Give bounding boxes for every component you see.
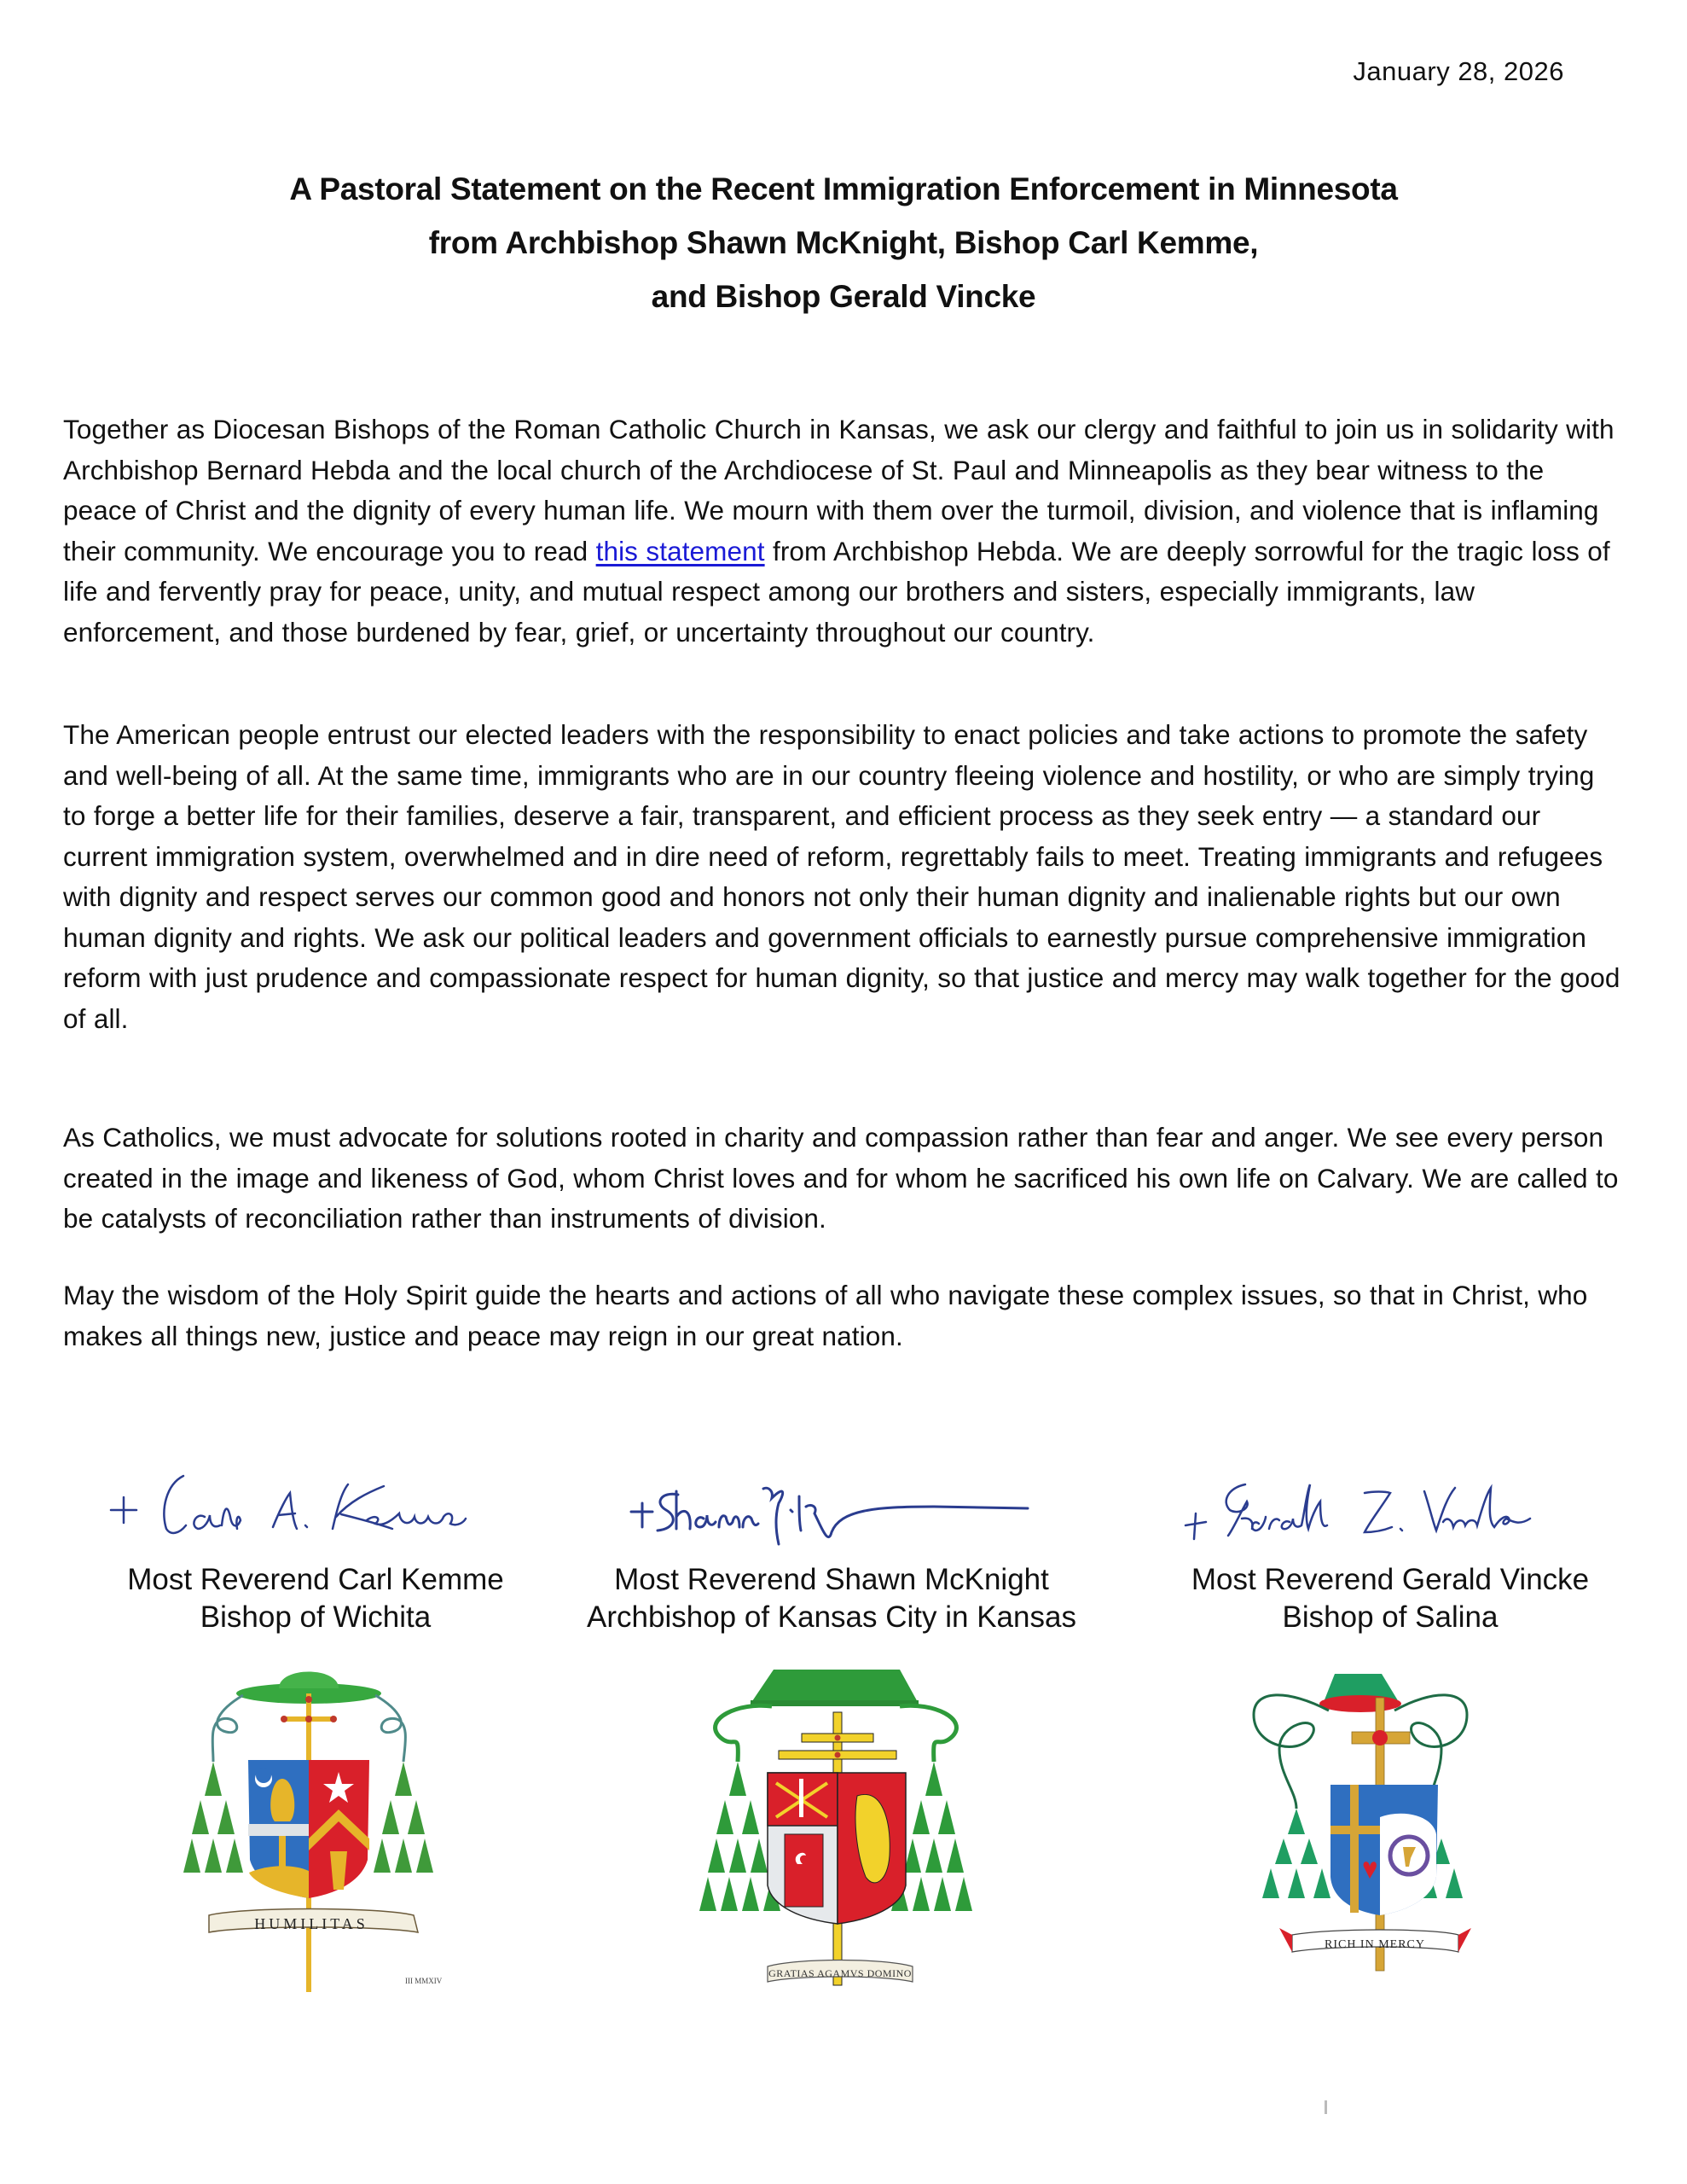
signatory-title: Bishop of Salina	[1282, 1600, 1499, 1634]
document-title	[0, 162, 1687, 323]
handwritten-signature-icon	[77, 1450, 554, 1561]
signatory-name: Most Reverend Shawn McKnight	[614, 1563, 1049, 1596]
scan-artifact-mark	[1325, 2100, 1327, 2114]
signature-mcknight	[559, 1450, 1104, 1561]
paragraph-2	[63, 715, 1624, 1039]
signatory-mcknight	[559, 1450, 1104, 1636]
signature-kemme	[43, 1450, 588, 1561]
signatory-name: Most Reverend Carl Kemme	[127, 1563, 504, 1596]
signatory-kemme	[43, 1450, 588, 1636]
handwritten-signature-icon	[1168, 1450, 1646, 1561]
paragraph-1	[63, 410, 1624, 653]
coat-of-arms-kemme-icon	[175, 1651, 465, 2009]
signatory-vincke	[1117, 1450, 1663, 1636]
signatory-title: Bishop of Wichita	[200, 1600, 432, 1634]
paragraph-3	[63, 1118, 1624, 1240]
document-date: January 28, 2026	[1353, 56, 1564, 86]
title-line-1: A Pastoral Statement on the Recent Immigration Enforcement in Minnesota	[289, 171, 1398, 206]
paragraph-1-text-b: from Archbishop Hebda. We are deeply sorrowful for the tragic loss of life and fervently pray for peace, unity, and mutual respect among our brothers and sisters, especially immigrants, law enforcement, and those burdened by fear, grief, or uncertainty throughout our country.	[63, 535, 1610, 648]
artist-mark: III MMXIV	[405, 1977, 443, 1985]
signatory-title: Archbishop of Kansas City in Kansas	[587, 1600, 1076, 1634]
title-line-2: from Archbishop Shawn McKnight, Bishop Carl Kemme,	[428, 225, 1259, 260]
paragraph-2-text: The American people entrust our elected leaders with the responsibility to enact policies and take actions to promote the safety and well-being of all. At the same time, immigrants who are in our country fleeing violence and hostility, or who are simply trying to forge a better life for their families, deserve a fair, transparent, and efficient process as they seek entry — a standard our current immigration system, overwhelmed and in dire need of reform, regrettably fails to meet. Treating immigrants and refugees with dignity and respect serves our common good and honors not only their human dignity and inalienable rights but our own human dignity and rights. We ask our political leaders and government officials to earnestly pursue comprehensive immigration reform with just prudence and compassionate respect for human dignity, so that justice and mercy may walk together for the good of all.	[63, 719, 1620, 1034]
coat-of-arms-motto: HUMILITAS	[254, 1915, 368, 1932]
handwritten-signature-icon	[576, 1450, 1087, 1561]
signature-vincke	[1117, 1450, 1663, 1561]
paragraph-4-text: May the wisdom of the Holy Spirit guide the hearts and actions of all who navigate these complex issues, so that in Christ, who makes all things new, justice and peace may reign in our great nation.	[63, 1280, 1588, 1351]
title-line-3: and Bishop Gerald Vincke	[651, 279, 1036, 314]
statement-link[interactable]: this statement	[595, 535, 765, 566]
coat-of-arms-motto: RICH IN MERCY	[1324, 1938, 1426, 1951]
coat-of-arms-mcknight-icon	[687, 1651, 994, 1992]
paragraph-4	[63, 1275, 1624, 1356]
paragraph-3-text: As Catholics, we must advocate for solutions rooted in charity and compassion rather than fear and anger. We see every person created in the image and likeness of God, whom Christ loves and for whom he sacrificed his own life on Calvary. We are called to be catalysts of reconciliation rather than instruments of division.	[63, 1122, 1619, 1234]
signatory-name: Most Reverend Gerald Vincke	[1191, 1563, 1590, 1596]
coat-of-arms-vincke-icon	[1228, 1664, 1484, 2005]
paragraph-1-text-a: Together as Diocesan Bishops of the Roman Catholic Church in Kansas, we ask our clergy and faithful to join us in solidarity with Archbishop Bernard Hebda and the local church of the Archdiocese of St. Paul and Minneapolis as they bear witness to the peace of Christ and the dignity of every human life. We mourn with them over the turmoil, division, and violence that is inflaming their community. We encourage you to read	[63, 414, 1615, 566]
coat-of-arms-motto: GRATIAS AGAMVS DOMINO	[768, 1967, 912, 1979]
